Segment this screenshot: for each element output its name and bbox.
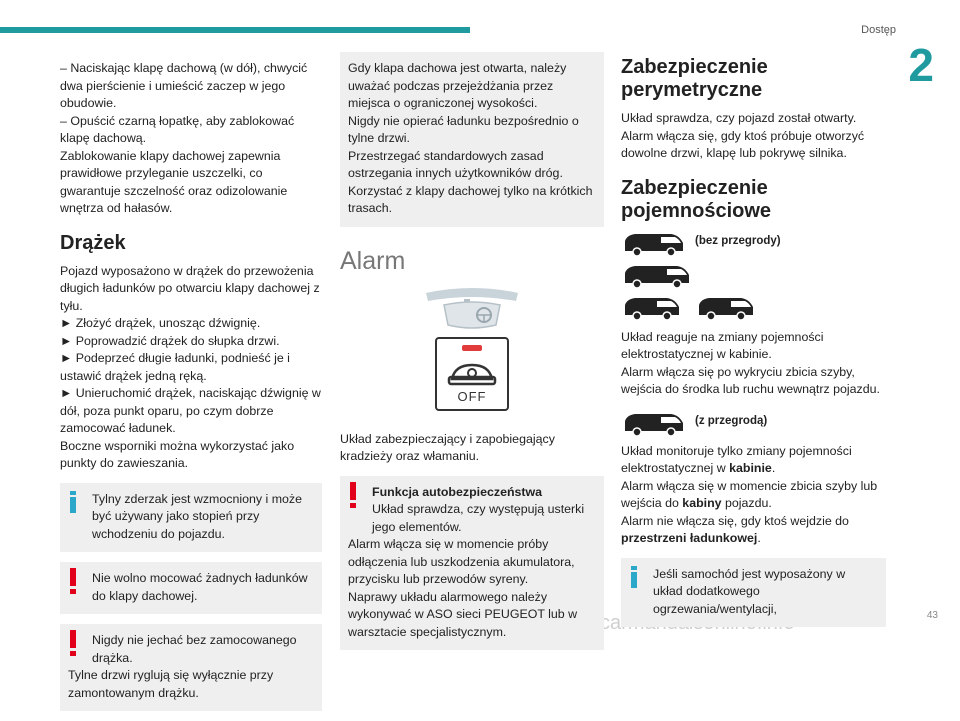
warning-box (60, 562, 322, 614)
paragraph: Boczne wsporniki można wykorzystać jako punkty do zawieszania. (60, 438, 295, 470)
warning-title: Funkcja autobezpieczeństwa (372, 484, 543, 499)
label-without-partition: (bez przegrody) (695, 234, 781, 247)
section-heading-volumetric: Zabezpieczenie pojemnościowe (621, 176, 772, 222)
note-line: Nigdy nie opierać ładunku bezpośrednio o tylne drzwi. (348, 113, 579, 145)
column-3 (621, 56, 886, 637)
info-icon (68, 491, 78, 513)
off-label: OFF (457, 388, 487, 404)
van-row (621, 411, 886, 437)
paragraph (621, 443, 886, 478)
step-item: ► Poprowadzić drążek do słupka drzwi. (60, 333, 280, 348)
paragraph: Układ zabezpieczający i zapobiegający kradzieży oraz włamaniu. (340, 431, 555, 463)
rear-view-mirror-illustration (340, 285, 604, 331)
info-box (621, 558, 886, 628)
paragraph: Alarm włącza się po wykryciu zbicia szyby, wejścia do środka lub ruchu wewnątrz pojazdu. (621, 364, 880, 396)
paragraph: Układ reaguje na zmiany pojemności elektrostatycznej w kabinie. (621, 329, 824, 361)
paragraph: – Opuścić czarną łopatkę, aby zablokować klapę dachową. (60, 113, 295, 145)
warning-text: Naprawy układu alarmowego należy wykonywać w ASO sieci PEUGEOT lub w warsztacie specjalistycznym. (348, 589, 578, 639)
info-icon (629, 566, 639, 588)
text: . (757, 531, 761, 545)
warning-icon (68, 568, 78, 594)
paragraph: Alarm włącza się, gdy ktoś próbuje otworzyć dowolne drzwi, klapę lub pokrywę silnika. (621, 128, 865, 160)
van-icon (695, 295, 757, 321)
warning-text: Układ sprawdza, czy występują usterki jego elementów. (372, 502, 585, 534)
paragraph (621, 478, 886, 513)
section-heading-perimeter: Zabezpieczenie perymetryczne (621, 56, 768, 101)
paragraph (621, 513, 886, 548)
bold-text: kabinie (729, 461, 772, 475)
van-icon (621, 263, 693, 289)
note-line: Korzystać z klapy dachowej tylko na krótkich trasach. (348, 183, 593, 215)
column-1 (60, 60, 322, 721)
alarm-button-illustration (340, 337, 604, 411)
van-row (621, 231, 886, 257)
paragraph: Zablokowanie klapy dachowej zapewnia prawidłowe przyleganie uszczelki, co gwarantuje szczelność oraz odizolowanie wnętrza od hałasów. (60, 148, 288, 215)
van-icon (621, 231, 687, 257)
paragraph: – Naciskając klapę dachową (w dół), chwycić dwa pierścienie i umieścić zaczep w jego obudowie. (60, 61, 308, 110)
chapter-number: 2 (908, 39, 934, 91)
note-line: Gdy klapa dachowa jest otwarta, należy uważać podczas przejeżdżania przez miejsca o ograniczonej wysokości. (348, 61, 567, 110)
van-row (621, 295, 886, 321)
van-icon (621, 411, 687, 437)
running-head: Dostęp (861, 24, 896, 36)
rear-view-mirror-icon (422, 285, 522, 331)
warning-text: Nie wolno mocować żadnych ładunków do klapy dachowej. (92, 571, 308, 603)
section-heading-alarm: Alarm (340, 246, 406, 275)
step-item: ► Złożyć drążek, unosząc dźwignię. (60, 316, 261, 330)
header-accent-bar (0, 27, 470, 33)
warning-text: Tylne drzwi ryglują się wyłącznie przy zamontowanym drążku. (68, 668, 274, 700)
info-box (60, 483, 322, 553)
text: pojazdu. (721, 496, 772, 510)
warning-box (340, 476, 604, 651)
warning-text: Alarm włącza się w momencie próby odłączenia lub uszkodzenia akumulatora, przycisku lub przewodów syreny. (348, 537, 575, 586)
bold-text: przestrzeni ładunkowej (621, 531, 758, 545)
text: Układ monitoruje tylko zmiany pojemności elektrostatycznej w (621, 443, 852, 475)
warning-box (60, 624, 322, 711)
section-heading-drazek: Drążek (60, 231, 126, 254)
van-row (621, 263, 886, 289)
page-number: 43 (926, 610, 938, 621)
note-line: Przestrzegać standardowych zasad ostrzegania innych użytkowników dróg. (348, 148, 563, 180)
paragraph: Pojazd wyposażono w drążek do przewożenia długich ładunków po otwarciu klapy dachowej z tyłu. (60, 263, 320, 313)
alarm-off-button-icon (435, 337, 509, 411)
warning-icon (348, 482, 358, 508)
info-text: Jeśli samochód jest wyposażony w układ dodatkowego ogrzewania/wentylacji, (653, 566, 846, 616)
paragraph: Układ sprawdza, czy pojazd został otwarty. (621, 111, 857, 125)
warning-icon (68, 630, 78, 656)
text: . (771, 461, 776, 475)
text: Alarm włącza się w momencie zbicia szyby lub wejścia do (621, 478, 878, 510)
text: Alarm nie włącza się, gdy ktoś wejdzie do (621, 513, 849, 528)
warning-title: Nigdy nie jechać bez zamocowanego drążka. (92, 633, 297, 665)
column-2 (340, 60, 604, 660)
van-icon (621, 295, 683, 321)
label-with-partition: (z przegrodą) (695, 414, 768, 427)
step-item: ► Podeprzeć długie ładunki, podnieść je i ustawić drążek jedną ręką. (60, 351, 290, 383)
info-text: Tylny zderzak jest wzmocniony i może być używany jako stopień przy wchodzeniu do pojazdu. (92, 491, 303, 541)
step-item: ► Unieruchomić drążek, naciskając dźwignię w dół, poza punkt oparu, po czym dobrze zamocować ładunek. (60, 386, 321, 435)
bold-text: kabiny (682, 496, 722, 510)
note-box (340, 52, 604, 227)
